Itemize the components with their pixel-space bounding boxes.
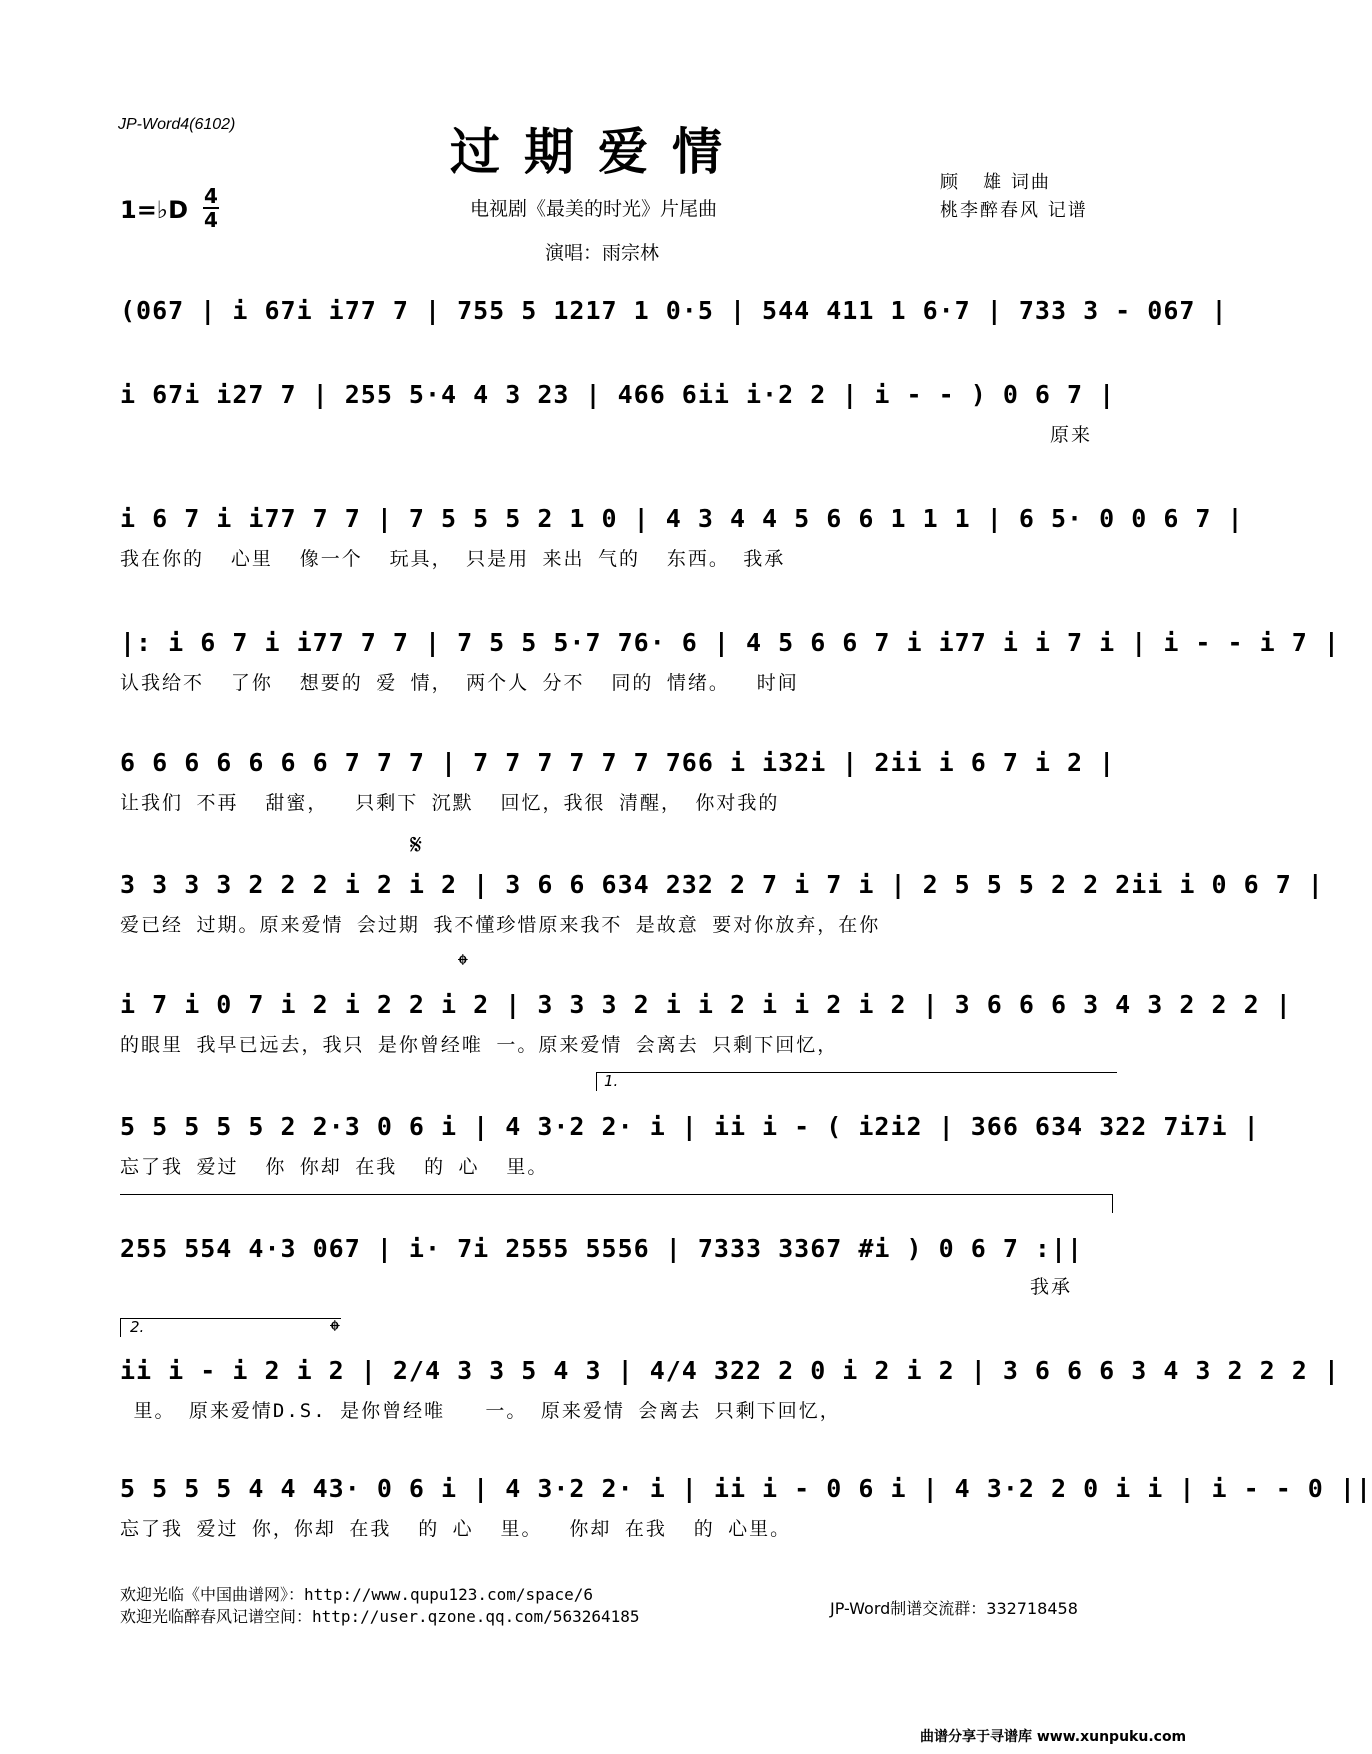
time-signature: [203, 186, 219, 230]
transcriber-credit: 桃李醉春风 记谱: [940, 200, 1088, 221]
volta-1-continuation: [120, 1194, 1113, 1213]
system-5-lyrics: 让我们 不再 甜蜜， 只剩下 沉默 回忆，我很 清醒， 你对我的: [120, 792, 780, 814]
footer-brand: 曲谱分享于寻谱库 www.xunpuku.com: [920, 1729, 1187, 1745]
time-sig-top: 4: [204, 184, 218, 208]
system-9-lyrics: 我承: [1030, 1276, 1073, 1298]
volta-2-label: 2.: [130, 1318, 145, 1336]
coda-icon: 𝄌: [458, 948, 468, 981]
system-2-lyrics: 原来: [1050, 424, 1093, 446]
system-2-notes: i 67i i27 7 | 255 5·4 4 3 23 | 466 6ii i·2 2 | i - - ) 0 6 7 |: [120, 380, 1116, 409]
system-7-lyrics: 的眼里 我早已远去，我只 是你曾经唯 一。原来爱情 会离去 只剩下回忆，: [120, 1034, 839, 1056]
system-10-notes: ii i - i 2 i 2 | 2/4 3 3 5 4 3 | 4/4 322 2 0 i 2 i 2 | 3 6 6 6 3 4 3 2 2 2 |: [120, 1356, 1340, 1385]
composer-credit: 顾 雄 词曲: [940, 172, 1051, 193]
system-11-notes: 5 5 5 5 4 4 43· 0 6 i | 4 3·2 2· i | ii i - 0 6 i | 4 3·2 2 0 i i | i - - 0 ||: [120, 1474, 1372, 1503]
footer-line-1: 欢迎光临《中国曲谱网》：http://www.qupu123.com/space/6: [120, 1585, 593, 1604]
system-9-notes: 255 554 4·3 067 | i· 7i 2555 5556 | 7333 3367 #i ) 0 6 7 :||: [120, 1234, 1084, 1263]
system-1-notes: (067 | i 67i i77 7 | 755 5 1217 1 0·5 | 544 411 1 6·7 | 733 3 - 067 |: [120, 296, 1228, 325]
singer: 演唱：雨宗林: [545, 242, 660, 264]
system-6-notes: 3 3 3 3 2 2 2 i 2 i 2 | 3 6 6 634 232 2 7 i 7 i | 2 5 5 5 2 2 2ii i 0 6 7 |: [120, 870, 1324, 899]
volta-1-bracket: [596, 1072, 1117, 1091]
system-3-notes: i 6 7 i i77 7 7 | 7 5 5 5 2 1 0 | 4 3 4 4 5 6 6 1 1 1 | 6 5· 0 0 6 7 |: [120, 504, 1244, 533]
software-label: JP-Word4(6102): [118, 116, 236, 133]
system-8-lyrics: 忘了我 爱过 你 你却 在我 的 心 里。: [120, 1156, 549, 1178]
footer-group: JP-Word制谱交流群：332718458: [830, 1599, 1078, 1618]
segno-icon: 𝄋: [410, 828, 423, 861]
system-4-notes: |: i 6 7 i i77 7 7 | 7 5 5 5·7 76· 6 | 4 5 6 6 7 i i77 i i 7 i | i - - i 7 |: [120, 628, 1340, 657]
system-5-notes: 6 6 6 6 6 6 6 7 7 7 | 7 7 7 7 7 7 766 i i32i | 2ii i 6 7 i 2 |: [120, 748, 1116, 777]
time-sig-bottom: 4: [204, 208, 218, 232]
subtitle: 电视剧《最美的时光》片尾曲: [470, 198, 718, 220]
system-10-lyrics: 里。 原来爱情D.S. 是你曾经唯 一。 原来爱情 会离去 只剩下回忆，: [120, 1400, 841, 1422]
volta-1-label: 1.: [604, 1072, 619, 1090]
system-11-lyrics: 忘了我 爱过 你，你却 在我 的 心 里。 你却 在我 的 心里。: [120, 1518, 792, 1540]
system-7-notes: i 7 i 0 7 i 2 i 2 2 i 2 | 3 3 3 2 i i 2 i i 2 i 2 | 3 6 6 6 3 4 3 2 2 2 |: [120, 990, 1292, 1019]
key-signature: 1=♭D: [120, 196, 189, 224]
coda-icon-2: 𝄌: [330, 1314, 340, 1347]
system-4-lyrics: 认我给不 了你 想要的 爱 情， 两个人 分不 同的 情绪。 时间: [120, 672, 799, 694]
system-3-lyrics: 我在你的 心里 像一个 玩具， 只是用 来出 气的 东西。 我承: [120, 548, 786, 570]
system-8-notes: 5 5 5 5 5 2 2·3 0 6 i | 4 3·2 2· i | ii i - ( i2i2 | 366 634 322 7i7i |: [120, 1112, 1260, 1141]
footer-line-2: 欢迎光临醉春风记谱空间：http://user.qzone.qq.com/563264185: [120, 1607, 640, 1626]
system-6-lyrics: 爱已经 过期。原来爱情 会过期 我不懂珍惜原来我不 是故意 要对你放弃，在你: [120, 914, 881, 936]
page-title: 过期爱情: [450, 122, 746, 181]
volta-2-bracket: [120, 1318, 341, 1337]
